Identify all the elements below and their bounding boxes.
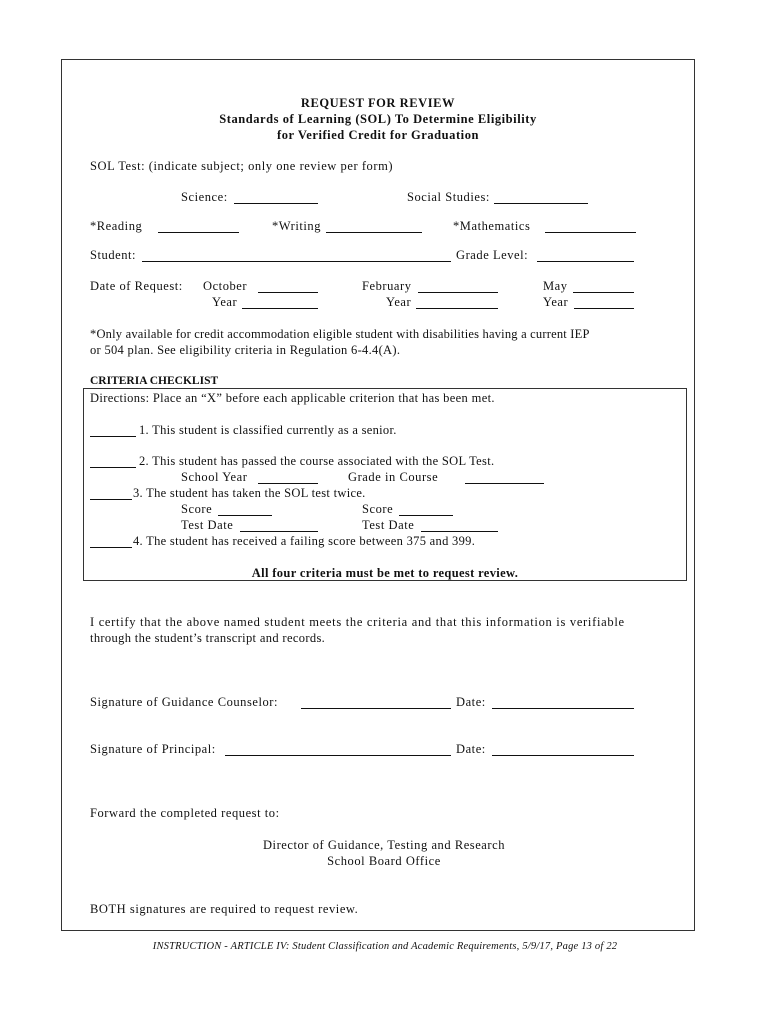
social-studies-field[interactable] — [494, 203, 588, 204]
counselor-signature-label: Signature of Guidance Counselor: — [90, 695, 279, 709]
grade-level-label: Grade Level: — [456, 248, 529, 262]
february-year-field[interactable] — [416, 308, 498, 309]
school-year-field[interactable] — [258, 483, 318, 484]
criterion-1: 1. This student is classified currently as a senior. — [139, 423, 397, 437]
test-date-2-field[interactable] — [421, 531, 498, 532]
form-title: REQUEST FOR REVIEW — [300, 96, 456, 110]
february-field[interactable] — [418, 292, 498, 293]
may-year-field[interactable] — [574, 308, 634, 309]
principal-signature-field[interactable] — [225, 755, 451, 756]
october-field[interactable] — [258, 292, 318, 293]
page-footer: INSTRUCTION - ARTICLE IV: Student Classification and Academic Requirements, 5/9/17, Page 13 of 22 — [152, 941, 618, 952]
october-year-field[interactable] — [242, 308, 318, 309]
principal-signature-label: Signature of Principal: — [90, 742, 216, 756]
science-field[interactable] — [234, 203, 318, 204]
score-1-label: Score — [181, 502, 213, 516]
forward-label: Forward the completed request to: — [90, 806, 280, 820]
may-year-label: Year — [543, 295, 569, 309]
may-field[interactable] — [573, 292, 634, 293]
certify-statement: I certify that the above named student meets the criteria and that this information is verifiable — [90, 615, 625, 629]
all-criteria-note: All four criteria must be met to request review. — [251, 566, 519, 580]
principal-date-field[interactable] — [492, 755, 634, 756]
criterion-1-check[interactable] — [90, 436, 136, 437]
criterion-4: 4. The student has received a failing score between 375 and 399. — [133, 534, 476, 548]
counselor-date-field[interactable] — [492, 708, 634, 709]
criterion-3-check[interactable] — [90, 499, 132, 500]
date-of-request-label: Date of Request: — [90, 279, 183, 293]
grade-level-field[interactable] — [537, 261, 634, 262]
criterion-2: 2. This student has passed the course associated with the SOL Test. — [139, 454, 495, 468]
certify-statement-2: through the student’s transcript and records. — [90, 631, 326, 645]
both-signatures-note: BOTH signatures are required to request review. — [90, 902, 359, 916]
school-year-label: School Year — [181, 470, 248, 484]
eligibility-note-2: or 504 plan. See eligibility criteria in Regulation 6-4.4(A). — [90, 343, 401, 357]
october-year-label: Year — [212, 295, 238, 309]
checklist-title: CRITERIA CHECKLIST — [90, 375, 219, 387]
test-date-1-label: Test Date — [181, 518, 234, 532]
test-date-2-label: Test Date — [362, 518, 415, 532]
score-2-field[interactable] — [399, 515, 453, 516]
writing-field[interactable] — [326, 232, 422, 233]
february-label: February — [362, 279, 412, 293]
checklist-directions: Directions: Place an “X” before each applicable criterion that has been met. — [90, 391, 495, 405]
writing-label: *Writing — [272, 219, 322, 233]
science-label: Science: — [181, 190, 228, 204]
student-field[interactable] — [142, 261, 451, 262]
reading-field[interactable] — [158, 232, 239, 233]
score-1-field[interactable] — [218, 515, 272, 516]
counselor-date-label: Date: — [456, 695, 486, 709]
criterion-4-check[interactable] — [90, 547, 132, 548]
october-label: October — [203, 279, 248, 293]
mathematics-field[interactable] — [545, 232, 636, 233]
sol-test-prompt: SOL Test: (indicate subject; only one review per form) — [90, 159, 394, 173]
grade-in-course-label: Grade in Course — [348, 470, 439, 484]
form-subtitle-2: for Verified Credit for Graduation — [276, 128, 480, 142]
eligibility-note: *Only available for credit accommodation eligible student with disabilities having a current IEP — [90, 327, 590, 341]
counselor-signature-field[interactable] — [301, 708, 451, 709]
reading-label: *Reading — [90, 219, 143, 233]
criterion-2-check[interactable] — [90, 467, 136, 468]
mathematics-label: *Mathematics — [453, 219, 531, 233]
criterion-3: 3. The student has taken the SOL test twice. — [133, 486, 366, 500]
principal-date-label: Date: — [456, 742, 486, 756]
director-line: Director of Guidance, Testing and Research — [262, 838, 506, 852]
form-subtitle: Standards of Learning (SOL) To Determine Eligibility — [219, 112, 537, 126]
may-label: May — [543, 279, 568, 293]
test-date-1-field[interactable] — [240, 531, 318, 532]
social-studies-label: Social Studies: — [407, 190, 490, 204]
february-year-label: Year — [386, 295, 412, 309]
grade-in-course-field[interactable] — [465, 483, 544, 484]
student-label: Student: — [90, 248, 137, 262]
score-2-label: Score — [362, 502, 394, 516]
school-board-office: School Board Office — [327, 854, 441, 868]
